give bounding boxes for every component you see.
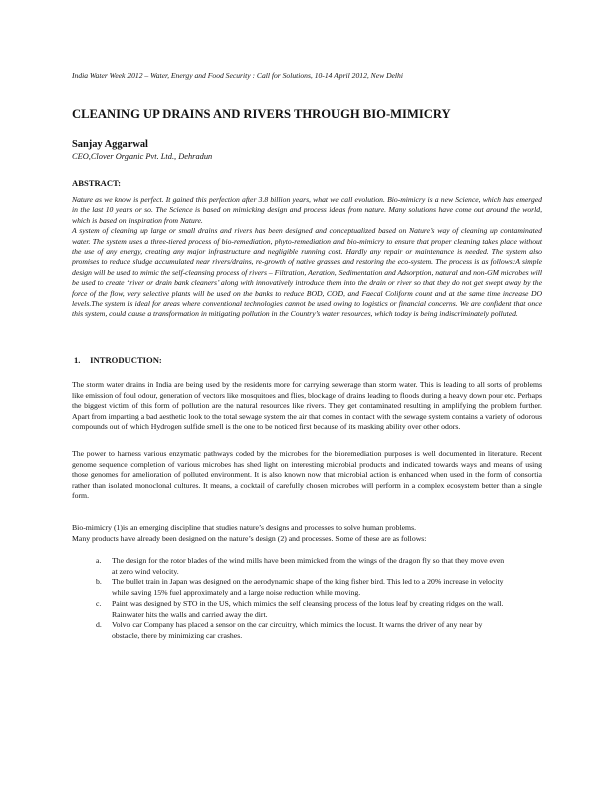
intro-paragraph-1 — [72, 380, 542, 433]
list-item-text: Volvo car Company has placed a sensor on the car circuitry, which mimics the locust. It warns the driver of any near by obstacle, there by minimizing car crashes. — [112, 620, 483, 641]
list-marker: a. — [96, 556, 102, 565]
paper-title: CLEANING UP DRAINS AND RIVERS THROUGH BIO-MIMICRY — [72, 107, 451, 121]
examples-list — [72, 556, 542, 642]
body-paragraph: Many products have already been designed on the nature’s design (2) and processes. Some of these are as follows: — [72, 533, 427, 543]
list-item — [72, 620, 507, 641]
abstract-body — [72, 195, 542, 320]
running-head: India Water Week 2012 – Water, Energy and Food Security : Call for Solutions, 10-14 April 2012, New Delhi — [72, 71, 403, 80]
list-item-text: The design for the rotor blades of the wind mills have been mimicked from the wings of the dragon fly so that they move even at zero wind velocity. — [112, 556, 505, 576]
list-marker: c. — [96, 598, 102, 608]
author-name: Sanjay Aggarwal — [72, 139, 148, 150]
section-number: 1. — [74, 355, 81, 365]
intro-paragraph-3 — [72, 523, 542, 544]
body-paragraph: The storm water drains in India are being used by the residents more for carrying sewerage than storm water. This is leading to all sorts of problems like emission of foul odour, generation of vectors like mosquitoes and flies, blockage of drains leading to floods during a heavy down pour etc. Perhaps the biggest victim of this form of pollution are the natural resources like rivers. They get contaminated resulting in amplifying the problem further. Apart from imparting a bad aesthetic look to the total sewage system the air that comes in contact with the sewage system contains a variety of odorous compounds out of which Hydrogen sulfide smell is the one to be noticed first because of its masking ability over other odors. — [72, 380, 542, 432]
intro-paragraph-2 — [72, 449, 542, 502]
list-marker: d. — [96, 620, 102, 630]
list-item — [72, 577, 507, 598]
list-item — [72, 556, 507, 577]
author-affiliation: CEO,Clover Organic Pvt. Ltd., Dehradun — [72, 152, 213, 161]
body-paragraph: Bio-mimicry (1)is an emerging discipline that studies nature’s designs and processes to solve human problems. — [72, 523, 417, 532]
list-item-text: The bullet train in Japan was designed on the aerodynamic shape of the king fisher bird. This led to a 20% increase in velocity while saving 15% fuel approximately and a large noise reduction while moving. — [112, 577, 504, 598]
abstract-heading: ABSTRACT: — [72, 178, 122, 188]
section-heading-introduction — [72, 355, 162, 366]
abstract-paragraph: Nature as we know is perfect. It gained this perfection after 3.8 billion years, what we call evolution. Bio-mimicry is a new Science, which has emerged in the last 10 years or so. The Science is based on mimicking design and process ideas from nature. Many solutions have come out around the world, which is based on inspiration from Nature. — [72, 195, 542, 225]
body-paragraph: The power to harness various enzymatic pathways coded by the microbes for the bioremediation purposes is well documented in literature. Recent genome sequence completion of various microbes has shed light on interesting microbial products and indicated towards ways and means of using those genomes for amelioration of polluted environment. It is also known now that microbial action is enhanced when used in the form of consortia rather than isolated monoclonal cultures. It means, a cocktail of carefully chosen microbes will perform in a complex ecosystem better than a single form. — [72, 449, 542, 501]
list-item — [72, 599, 507, 620]
list-marker: b. — [96, 577, 102, 587]
section-title: INTRODUCTION: — [90, 355, 162, 365]
list-item-text: Paint was designed by STO in the US, which mimics the self cleansing process of the lotus leaf by creating ridges on the wall. Rainwater hits the walls and carried away the dirt. — [112, 598, 504, 619]
abstract-paragraph: A system of cleaning up large or small drains and rivers has been designed and conceptualized based on Nature’s way of cleaning up contaminated water. The system uses a three-tiered process of bio-remediation, phyto-remediation and bio-mimicry to ensure that proper cleaning takes place without the use of any energy, creating any major infrastructure and negligible running cost. Hardly any repair or maintenance is needed. The system also promises to reduce sludge accumulated near rivers/drains, re-growth of native grasses and restoring the eco-system. The process is as follows:A simple design will be used to mimic the self-cleansing process of rivers – Filtration, Aeration, Sedimentation and Adsorption, natural and non-GM microbes will be used to create ‘river or drain bank cleaners’ along with innovatively introduce them into the drain or river so that they do not get swept away by the force of the flow, very selective plants will be used on the banks to reduce BOD, COD, and Faecal Coliform count and at the same time increase DO levels.The system is ideal for areas where conventional technologies cannot be used owing to logistics or financial concerns. We are confident that once this system, could cause a transformation in mitigating pollution in the Country’s water resources, which today is being indiscriminately polluted. — [72, 226, 542, 319]
